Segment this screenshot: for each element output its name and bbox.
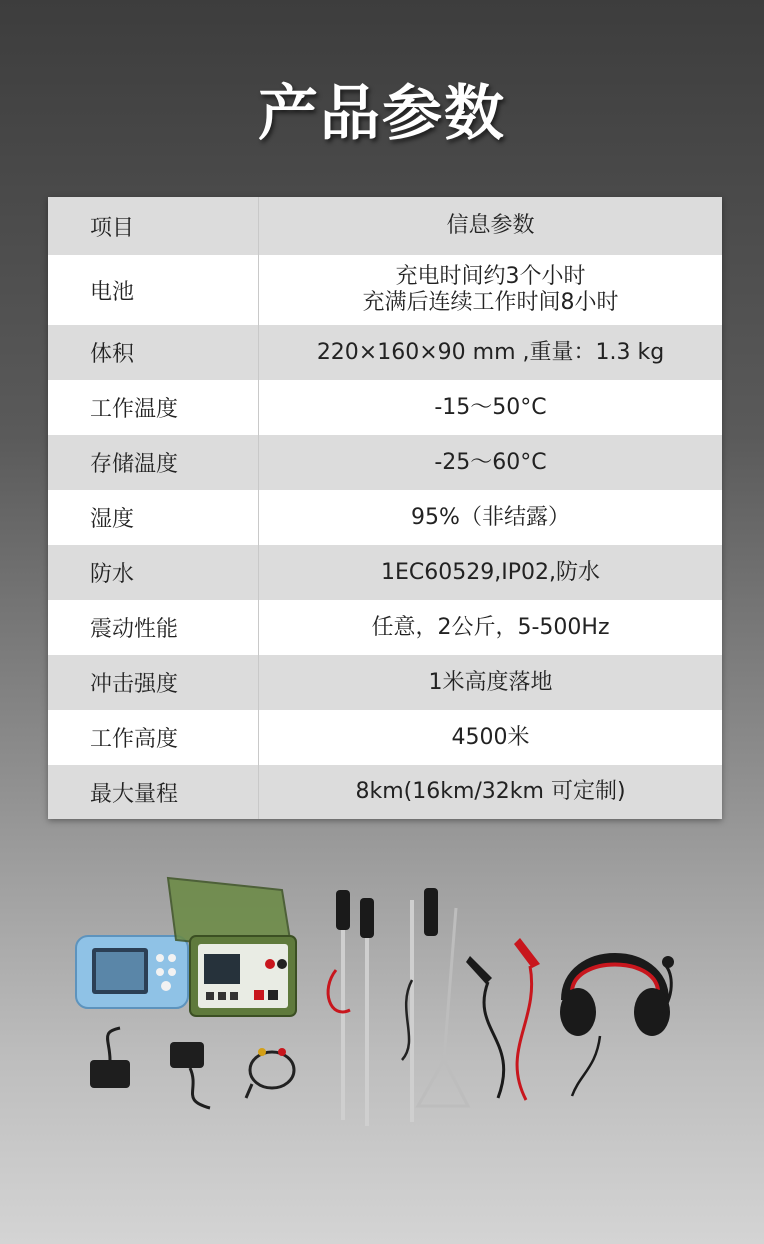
row-key: 工作高度 — [48, 710, 259, 765]
spec-table — [48, 197, 722, 819]
row-value — [259, 255, 723, 325]
product-kit-illustration — [0, 860, 764, 1160]
row-value-line: 充满后连续工作时间8小时 — [362, 290, 619, 315]
ground-probe-icon — [402, 888, 438, 1122]
row-key: 防水 — [48, 545, 259, 600]
ground-probe-icon — [328, 890, 374, 1126]
row-value: 220×160×90 mm ,重量：1.3 kg — [259, 325, 723, 380]
alligator-clip-leads-icon — [466, 938, 540, 1100]
row-key: 湿度 — [48, 490, 259, 545]
probe-rod-icon — [418, 908, 468, 1106]
row-key: 存储温度 — [48, 435, 259, 490]
row-value: 8km(16km/32km 可定制) — [259, 765, 723, 819]
signal-cable-icon — [246, 1048, 294, 1098]
row-value: 95%（非结露） — [259, 490, 723, 545]
table-row — [48, 655, 722, 710]
table-row — [48, 545, 722, 600]
row-value: 1EC60529,IP02,防水 — [259, 545, 723, 600]
row-key: 工作温度 — [48, 380, 259, 435]
page-title: 产品参数 — [258, 79, 506, 149]
table-row — [48, 255, 722, 325]
table-row — [48, 765, 722, 819]
table-row — [48, 600, 722, 655]
headset-icon — [560, 956, 674, 1096]
table-row — [48, 490, 722, 545]
table-row — [48, 435, 722, 490]
table-header-row — [48, 197, 722, 255]
row-key: 体积 — [48, 325, 259, 380]
row-value-line: 充电时间约3个小时 — [395, 264, 586, 289]
handheld-tester-icon — [76, 936, 188, 1008]
row-key: 冲击强度 — [48, 655, 259, 710]
row-value: -25～60°C — [259, 435, 723, 490]
row-value: 4500米 — [259, 710, 723, 765]
charger-adapter-icon — [90, 1028, 210, 1108]
row-value: 任意，2公斤，5-500Hz — [259, 600, 723, 655]
header-value: 信息参数 — [259, 197, 723, 255]
row-key: 震动性能 — [48, 600, 259, 655]
row-value: 1米高度落地 — [259, 655, 723, 710]
row-key: 最大量程 — [48, 765, 259, 819]
header-key: 项目 — [48, 197, 259, 255]
table-row — [48, 380, 722, 435]
row-value: -15～50°C — [259, 380, 723, 435]
row-key: 电池 — [48, 255, 259, 325]
table-row — [48, 325, 722, 380]
table-row — [48, 710, 722, 765]
